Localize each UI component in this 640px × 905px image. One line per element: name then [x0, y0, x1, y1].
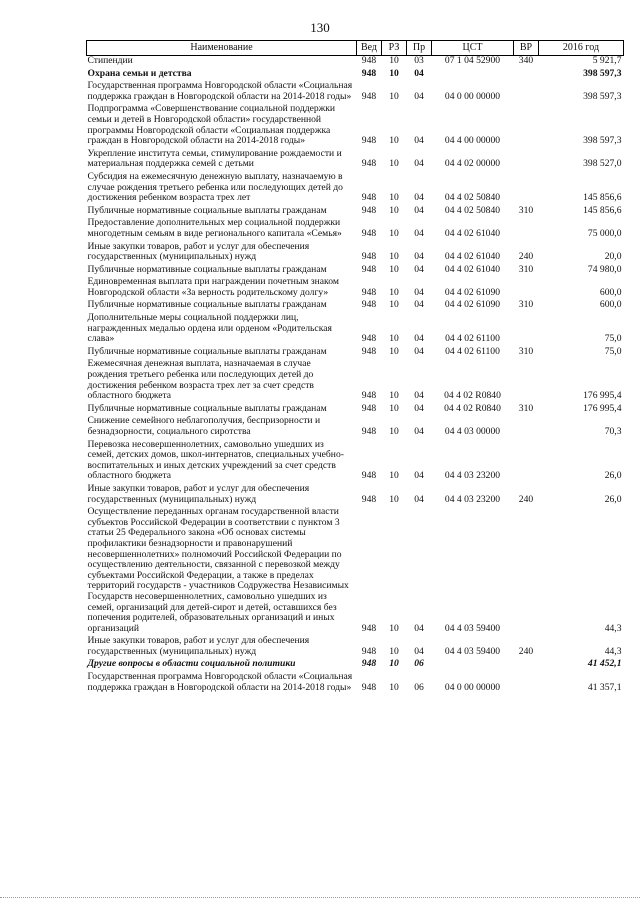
row-amount: 398 527,0	[583, 158, 622, 170]
row-vr: 240	[518, 251, 534, 263]
row-cst: 04 0 00 00000	[444, 90, 501, 102]
header-name: Наименование	[87, 41, 357, 56]
row-name: Стипендии	[87, 55, 133, 66]
row-pr: 04	[414, 192, 424, 204]
row-amount: 600,0	[599, 299, 622, 311]
row-name: Публичные нормативные социальные выплаты гражданам	[87, 345, 327, 357]
row-ved: 948	[361, 158, 377, 170]
row-ved: 948	[361, 251, 377, 263]
row-name: Дополнительные меры социальной поддержки лиц, награжденных медалью ордена или орденом «Родительская слава»	[87, 312, 332, 345]
page-number: 130	[310, 20, 330, 35]
table-row	[87, 242, 624, 265]
row-pr: 04	[414, 622, 424, 634]
row-amount: 398 597,3	[583, 67, 622, 79]
row-cst: 04 4 02 61100	[445, 333, 500, 345]
row-rz: 10	[389, 204, 399, 216]
row-vr	[514, 172, 539, 206]
row-ved: 948	[361, 227, 377, 239]
row-pr: 04	[414, 135, 424, 147]
row-name: Другие вопросы в области социальной политики	[87, 658, 296, 670]
row-ved: 948	[361, 493, 377, 505]
row-cst: 04 4 03 59400	[444, 645, 501, 657]
row-name: Государственная программа Новгородской области «Социальная поддержка граждан в Новгородской области на 2014-2018 годы»	[87, 671, 353, 693]
row-amount: 600,0	[599, 286, 622, 298]
table-row	[87, 218, 624, 241]
row-vr: 240	[518, 493, 534, 505]
row-name: Предоставление дополнительных мер социальной поддержки многодетным семьям в виде регионального капитала «Семья»	[87, 217, 342, 239]
header-vr: ВР	[514, 41, 539, 56]
row-ved: 948	[361, 299, 377, 311]
row-pr: 04	[414, 263, 424, 275]
row-amount: 44,3	[604, 645, 622, 657]
row-amount: 176 995,4	[583, 390, 622, 402]
row-pr: 04	[414, 333, 424, 345]
row-cst: 04 4 02 61040	[444, 251, 501, 263]
row-pr: 04	[414, 158, 424, 170]
table-body	[87, 56, 624, 696]
row-rz: 10	[389, 345, 399, 357]
row-vr	[514, 359, 539, 403]
row-name: Ежемесячная денежная выплата, назначаемая в случае рождения третьего ребенка или последующих детей до достижения ребенком возраста трех лет за счет средств областного бюджета	[87, 358, 314, 402]
row-pr: 04	[414, 426, 424, 437]
row-cst: 04 4 02 R0840	[444, 402, 501, 414]
row-ved: 948	[361, 333, 377, 345]
row-cst: 04 4 02 50840	[444, 192, 501, 204]
row-amount: 75 000,0	[587, 227, 622, 239]
row-pr: 04	[414, 251, 424, 263]
row-vr	[514, 507, 539, 636]
row-pr: 06	[414, 658, 424, 670]
table-row	[87, 359, 624, 403]
row-cst: 07 1 04 52900	[444, 55, 501, 66]
row-name: Иные закупки товаров, работ и услуг для обеспечения государственных (муниципальных) нужд	[87, 635, 310, 657]
row-amount: 41 452,1	[587, 658, 622, 670]
row-name: Осуществление переданных органам государственной власти субъектов Российской Федерации в соответствии с пунктом 3 статьи 25 Федерального закона «Об основах системы профилактики безнадзорности и правонарушений несовершеннолетних» полномочий Российской Федерации по осуществлению деятельности, связанной с перевозкой между субъектами Российской Федерации, а также в пределах территорий государств - участников Содружества Независимых Государств несовершеннолетних, самовольно ушедших из семей, организаций для детей-сирот и детей, оставшихся без попечения родителей, образовательных организаций и иных организаций	[87, 506, 349, 634]
row-rz: 10	[389, 299, 399, 311]
row-cst: 04 4 00 00000	[444, 135, 501, 147]
row-vr	[514, 440, 539, 484]
table-row	[87, 672, 624, 695]
row-vr: 310	[518, 402, 534, 414]
row-name: Публичные нормативные социальные выплаты гражданам	[87, 299, 327, 311]
table-row	[87, 149, 624, 172]
header-rz: РЗ	[382, 41, 407, 56]
row-pr: 04	[414, 645, 424, 657]
row-cst	[432, 659, 514, 672]
row-vr	[514, 69, 539, 82]
row-ved: 948	[361, 345, 377, 357]
row-name: Единовременная выплата при награждении почетным знаком Новгородской области «За верность родительскому долгу»	[87, 276, 339, 298]
row-cst: 04 4 03 59400	[444, 622, 501, 634]
row-amount: 44,3	[604, 622, 622, 634]
row-amount: 41 357,1	[587, 681, 622, 693]
row-rz: 10	[389, 681, 399, 693]
header-pr: Пр	[407, 41, 432, 56]
table-row	[87, 313, 624, 347]
row-vr	[514, 218, 539, 241]
row-vr: 310	[518, 204, 534, 216]
row-ved: 948	[361, 192, 377, 204]
row-amount: 145 856,6	[583, 192, 622, 204]
row-ved: 948	[361, 263, 377, 275]
row-rz: 10	[389, 622, 399, 634]
row-name: Охрана семьи и детства	[87, 67, 192, 79]
row-cst: 04 4 03 00000	[444, 426, 501, 437]
budget-table	[86, 40, 624, 695]
row-ved: 948	[361, 658, 377, 670]
row-rz: 10	[389, 67, 399, 79]
table-row	[87, 484, 624, 507]
row-rz: 10	[389, 135, 399, 147]
row-name: Публичные нормативные социальные выплаты гражданам	[87, 263, 327, 275]
row-pr: 04	[414, 470, 424, 482]
header-ved: Вед	[357, 41, 382, 56]
row-cst: 04 4 02 61100	[445, 345, 500, 357]
row-rz: 10	[389, 390, 399, 402]
row-name: Публичные нормативные социальные выплаты гражданам	[87, 204, 327, 216]
row-name: Подпрограмма «Совершенствование социальной поддержки семьи и детей в Новгородской области» государственной программы Новгородской области «Социальная поддержка граждан в Новгородской области на 2014-2018 годы»	[87, 103, 336, 147]
row-vr: 240	[518, 645, 534, 657]
header-year: 2016 год	[539, 41, 624, 56]
row-cst: 04 4 02 R0840	[444, 390, 501, 402]
row-vr	[514, 277, 539, 300]
row-vr	[514, 416, 539, 439]
row-pr: 04	[414, 390, 424, 402]
row-amount: 26,0	[604, 493, 622, 505]
row-name: Публичные нормативные социальные выплаты гражданам	[87, 402, 327, 414]
row-ved: 948	[361, 204, 377, 216]
row-cst: 04 4 02 61090	[444, 286, 501, 298]
row-ved: 948	[361, 402, 377, 414]
row-pr: 04	[414, 204, 424, 216]
row-rz: 10	[389, 286, 399, 298]
table-row	[87, 56, 624, 69]
row-vr	[514, 104, 539, 148]
row-ved: 948	[361, 67, 377, 79]
table-row	[87, 104, 624, 148]
row-rz: 10	[389, 645, 399, 657]
row-rz: 10	[389, 158, 399, 170]
table-row	[87, 507, 624, 636]
row-vr: 310	[518, 299, 534, 311]
table-row	[87, 416, 624, 439]
row-rz: 10	[389, 227, 399, 239]
row-pr: 04	[414, 299, 424, 311]
row-name: Перевозка несовершеннолетних, самовольно ушедших из семей, детских домов, школ-интернатов, специальных учебно-воспитательных и иных детских учреждений за счет средств областного бюджета	[87, 438, 344, 482]
row-ved: 948	[361, 426, 377, 437]
row-cst: 04 4 03 23200	[444, 470, 501, 482]
row-cst: 04 4 02 00000	[444, 158, 501, 170]
row-name: Иные закупки товаров, работ и услуг для обеспечения государственных (муниципальных) нужд	[87, 240, 310, 263]
row-ved: 948	[361, 390, 377, 402]
row-pr: 04	[414, 286, 424, 298]
row-rz: 10	[389, 333, 399, 345]
row-pr: 06	[414, 681, 424, 693]
row-vr	[514, 149, 539, 172]
row-rz: 10	[389, 426, 399, 437]
row-amount: 74 980,0	[587, 263, 622, 275]
row-ved: 948	[361, 681, 377, 693]
row-cst: 04 4 02 61090	[444, 299, 501, 311]
header-cst: ЦСТ	[432, 41, 514, 56]
row-name: Снижение семейного неблагополучия, беспризорности и безнадзорности, социального сиротства	[87, 415, 321, 437]
row-amount: 70,3	[604, 426, 622, 437]
row-amount: 26,0	[604, 470, 622, 482]
row-ved: 948	[361, 470, 377, 482]
row-ved: 948	[361, 286, 377, 298]
row-vr: 310	[518, 345, 534, 357]
row-ved: 948	[361, 645, 377, 657]
table-row	[87, 277, 624, 300]
table-row	[87, 172, 624, 206]
row-ved: 948	[361, 135, 377, 147]
row-pr: 03	[414, 55, 424, 66]
table-row	[87, 440, 624, 484]
table-header-row	[87, 41, 624, 56]
row-rz: 10	[389, 263, 399, 275]
table-row	[87, 636, 624, 659]
row-cst: 04 4 02 50840	[444, 204, 501, 216]
row-pr: 04	[414, 493, 424, 505]
row-rz: 10	[389, 251, 399, 263]
row-pr: 04	[414, 345, 424, 357]
row-amount: 145 856,6	[583, 204, 622, 216]
row-rz: 10	[389, 192, 399, 204]
row-amount: 176 995,4	[583, 402, 622, 414]
row-rz: 10	[389, 90, 399, 102]
row-vr	[514, 672, 539, 695]
row-pr: 04	[414, 90, 424, 102]
row-vr	[514, 81, 539, 104]
row-name: Субсидия на ежемесячную денежную выплату, назначаемую в случае рождения третьего ребенка или последующих детей до достижения ребенком возраста трех лет	[87, 170, 343, 204]
row-name: Государственная программа Новгородской области «Социальная поддержка граждан в Новгородской области на 2014-2018 годы»	[87, 80, 353, 102]
row-amount: 75,0	[604, 345, 622, 357]
row-rz: 10	[389, 493, 399, 505]
row-rz: 10	[389, 658, 399, 670]
row-pr: 04	[414, 227, 424, 239]
row-rz: 10	[389, 470, 399, 482]
row-ved: 948	[361, 622, 377, 634]
row-name: Укрепление института семьи, стимулирование рождаемости и материальная поддержка семей с детьми	[87, 147, 342, 170]
row-vr: 340	[518, 55, 534, 66]
scan-edge-line	[0, 897, 640, 898]
row-vr	[514, 659, 539, 672]
row-cst: 04 4 02 61040	[444, 263, 501, 275]
row-amount: 20,0	[604, 251, 622, 263]
row-rz: 10	[389, 55, 399, 66]
row-name: Иные закупки товаров, работ и услуг для обеспечения государственных (муниципальных) нужд	[87, 482, 310, 505]
row-vr: 310	[518, 263, 534, 275]
row-ved: 948	[361, 55, 377, 66]
row-cst: 04 4 02 61040	[444, 227, 501, 239]
table-row	[87, 81, 624, 104]
row-cst: 04 0 00 00000	[444, 681, 501, 693]
row-amount: 5 921,7	[592, 55, 622, 66]
row-amount: 398 597,3	[583, 90, 622, 102]
row-pr: 04	[414, 402, 424, 414]
row-rz: 10	[389, 402, 399, 414]
row-amount: 75,0	[604, 333, 622, 345]
row-cst	[432, 69, 514, 82]
row-pr: 04	[414, 67, 424, 79]
row-vr	[514, 313, 539, 347]
row-amount: 398 597,3	[583, 135, 622, 147]
row-ved: 948	[361, 90, 377, 102]
row-cst: 04 4 03 23200	[444, 493, 501, 505]
